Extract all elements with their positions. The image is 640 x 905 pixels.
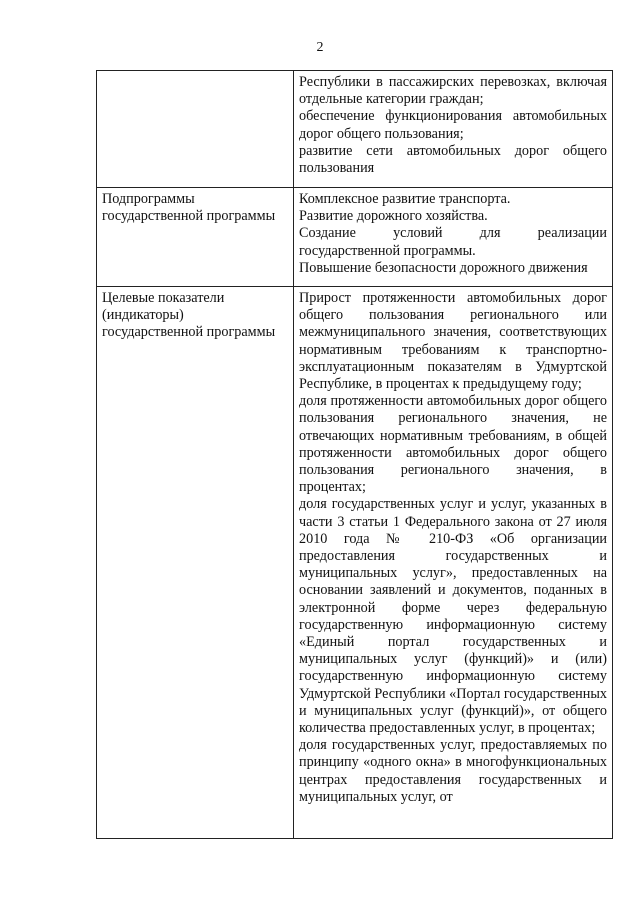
paragraph: обеспечение функционирования автомобильных дорог общего пользования; xyxy=(299,108,607,142)
row-value-cell xyxy=(294,71,613,188)
paragraph: Создание условий для реализации государственной программы. xyxy=(299,225,607,259)
paragraph: развитие сети автомобильных дорог общего пользования xyxy=(299,142,607,177)
table-row xyxy=(97,188,613,287)
row-label-cell xyxy=(97,71,294,188)
row-label-cell: Подпрограммы государственной программы xyxy=(97,188,294,287)
paragraph: Прирост протяженности автомобильных дорог общего пользования регионального или межмуниципального значения, соответствующих нормативным требованиям к транспортно-эксплуатационным показателям в Удмуртской Республике, в процентах к предыдущему году; xyxy=(299,290,607,393)
page-number: 2 xyxy=(316,40,324,55)
paragraph: Развитие дорожного хозяйства. xyxy=(299,208,488,225)
paragraph: доля протяженности автомобильных дорог общего пользования регионального значения, не отвечающих нормативным требованиям, в общей протяженности автомобильных дорог общего пользования регионального значения, в процентах; xyxy=(299,393,607,496)
row-value-cell xyxy=(294,188,613,287)
program-passport-table xyxy=(96,70,613,839)
paragraph: Комплексное развитие транспорта. xyxy=(299,191,511,207)
paragraph: доля государственных услуг, предоставляемых по принципу «одного окна» в многофункциональных центрах предоставления государственных и муниципальных услуг, от xyxy=(299,737,607,805)
table-row xyxy=(97,71,613,188)
paragraph: Повышение безопасности дорожного движения xyxy=(299,259,588,276)
table-row xyxy=(97,287,613,839)
row-label-cell: Целевые показатели (индикаторы) государственной программы xyxy=(97,287,294,839)
row-value-cell xyxy=(294,287,613,839)
paragraph: Республики в пассажирских перевозках, включая отдельные категории граждан; xyxy=(299,74,607,108)
paragraph: доля государственных услуг и услуг, указанных в части 3 статьи 1 Федерального закона от 27 июля 2010 года № 210-ФЗ «Об организации предоставления государственных и муниципальных услуг», предоставленных на основании заявлений и документов, поданных в электронной форме через федеральную государственную информационную систему «Единый портал государственных и муниципальных услуг (функций)» и (или) государственную информационную систему Удмуртской Республики «Портал государственных и муниципальных услуг (функций)», от общего количества предоставленных услуг, в процентах; xyxy=(299,496,607,737)
